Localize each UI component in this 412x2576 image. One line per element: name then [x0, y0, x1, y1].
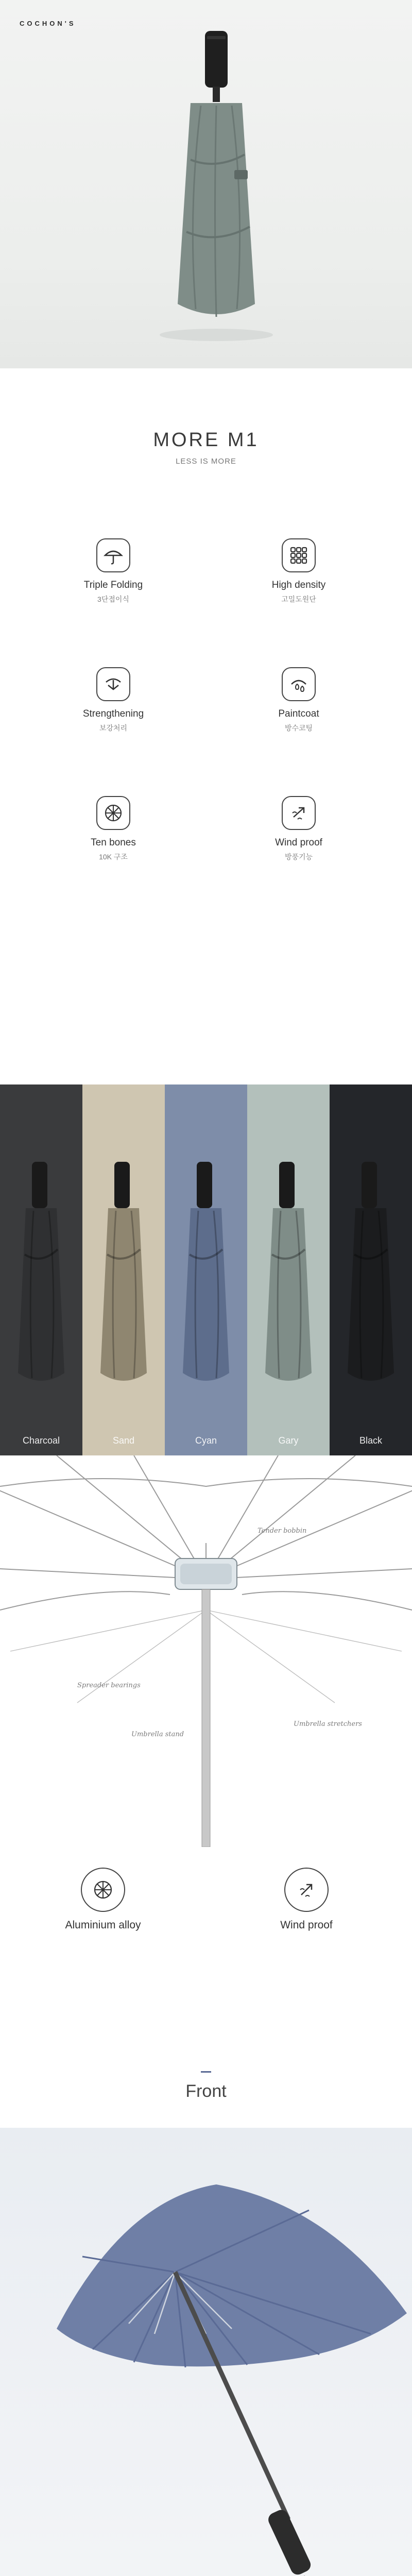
color-label: Cyan	[195, 1435, 217, 1446]
feature-subtitle-kr: 3단접이식	[97, 595, 129, 603]
feature-paintcoat	[247, 667, 350, 733]
annotation-label: Umbrella stretchers	[294, 1720, 362, 1728]
model-title: MORE M1	[153, 429, 259, 451]
brand-logo: COCHON'S	[20, 20, 76, 27]
aluminium-icon	[81, 1868, 125, 1912]
color-label: Black	[359, 1435, 382, 1446]
color-label: Charcoal	[22, 1435, 60, 1446]
wind-icon	[284, 1868, 329, 1912]
color-panel-charcoal	[0, 1084, 82, 1455]
annotation-label: Tender bobbin	[258, 1527, 307, 1535]
property-wind-proof	[239, 1868, 373, 1931]
feature-wind-proof	[247, 796, 350, 862]
feature-ten-bones	[62, 796, 165, 862]
feature-title: Wind proof	[275, 837, 322, 848]
color-panel-gary	[247, 1084, 330, 1455]
feature-title: High density	[271, 580, 326, 590]
frame-sketch-image	[0, 1455, 412, 1847]
hero-section	[0, 0, 412, 368]
ten-bones-icon	[96, 796, 130, 830]
property-aluminium	[36, 1868, 170, 1931]
color-options-strip	[0, 1084, 412, 1455]
property-label: Aluminium alloy	[65, 1919, 141, 1931]
feature-subtitle-kr: 방풍기능	[284, 853, 313, 861]
color-panel-cyan	[165, 1084, 247, 1455]
color-label: Gary	[278, 1435, 299, 1446]
feature-title: Ten bones	[91, 837, 136, 848]
wind-icon	[282, 796, 316, 830]
folded-umbrella-image	[247, 1084, 330, 1455]
intro-section	[0, 368, 412, 1084]
annotation-label: Spreader bearings	[77, 1682, 141, 1689]
paintcoat-icon	[282, 667, 316, 701]
hero-umbrella-image	[139, 15, 294, 361]
folded-umbrella-image	[0, 1084, 82, 1455]
feature-triple-folding	[62, 538, 165, 604]
annotation-label: Umbrella stand	[131, 1731, 184, 1738]
grid-icon	[282, 538, 316, 572]
color-label: Sand	[112, 1435, 135, 1446]
color-panel-black	[330, 1084, 412, 1455]
feature-subtitle-kr: 방수코팅	[284, 724, 313, 732]
umbrella-icon	[96, 538, 130, 572]
folded-umbrella-image	[330, 1084, 412, 1455]
model-subtitle: LESS IS MORE	[176, 457, 236, 466]
structure-sketch-section	[0, 1455, 412, 2012]
feature-title: Triple Folding	[83, 580, 143, 590]
feature-subtitle-kr: 보강처리	[99, 724, 128, 732]
feature-high-density	[247, 538, 350, 604]
feature-strengthening	[62, 667, 165, 733]
feature-title: Paintcoat	[278, 708, 319, 719]
shield-icon	[96, 667, 130, 701]
property-label: Wind proof	[280, 1919, 333, 1931]
feature-subtitle-kr: 고밀도원단	[281, 595, 316, 603]
color-panel-sand	[82, 1084, 165, 1455]
front-umbrella-photo	[0, 2128, 412, 2576]
feature-title: Strengthening	[82, 708, 144, 719]
folded-umbrella-image	[165, 1084, 247, 1455]
section-heading-front: Front	[185, 2081, 227, 2101]
section-divider	[201, 2071, 211, 2073]
folded-umbrella-image	[82, 1084, 165, 1455]
feature-subtitle-kr: 10K 구조	[99, 853, 128, 861]
